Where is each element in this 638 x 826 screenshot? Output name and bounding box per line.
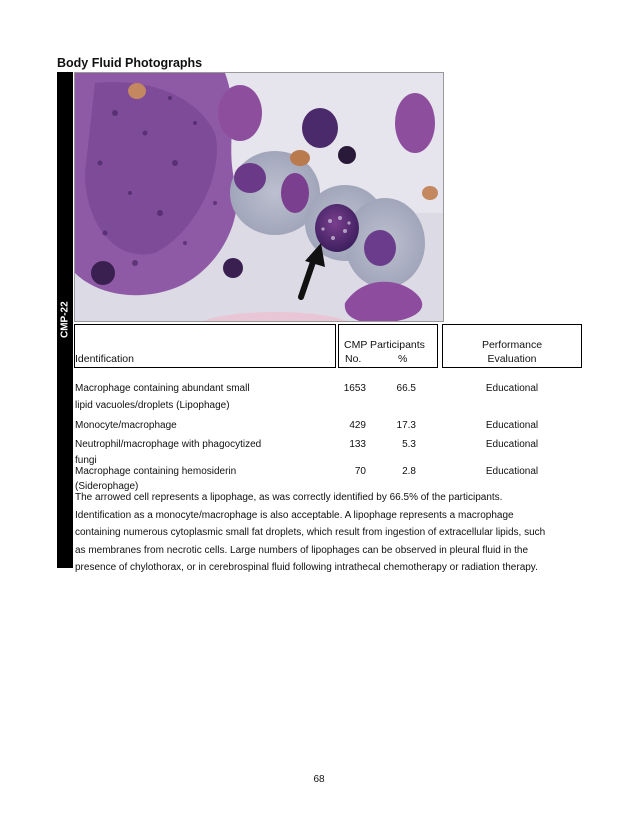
comment-line: presence of chylothorax, or in cerebrospinal fluid following intrathecal chemotherapy or radiation therapy. bbox=[75, 562, 538, 573]
evaluation-cell: Educational bbox=[485, 466, 539, 477]
percent-cell: 5.3 bbox=[402, 439, 416, 450]
evaluation-cell: Educational bbox=[485, 383, 539, 394]
percent-cell: 2.8 bbox=[402, 466, 416, 477]
comment-line: The arrowed cell represents a lipophage, as was correctly identified by 66.5% of the participants. bbox=[75, 492, 503, 503]
page-number: 68 bbox=[313, 774, 325, 785]
percent-cell: 17.3 bbox=[396, 420, 416, 431]
comment-line: containing numerous cytoplasmic small fat droplets, which result from ingestion of extracellular lipids, such bbox=[75, 527, 546, 538]
participants-header: CMP Participants bbox=[344, 339, 425, 351]
percent-cell: 66.5 bbox=[396, 383, 416, 394]
comment-line: Identification as a monocyte/macrophage is also acceptable. A lipophage represents a macrophage bbox=[75, 509, 514, 521]
section-title: Body Fluid Photographs bbox=[57, 56, 203, 70]
micrograph-photo bbox=[74, 72, 444, 322]
case-comment bbox=[75, 489, 555, 577]
case-label: CMP-22 bbox=[59, 301, 71, 339]
identification-cell: Monocyte/macrophage bbox=[75, 420, 177, 431]
identification-cell: Macrophage containing abundant small bbox=[75, 383, 250, 394]
no-header: No. bbox=[345, 353, 362, 365]
identification-cell-cont: lipid vacuoles/droplets (Lipophage) bbox=[75, 400, 230, 411]
evaluation-cell: Educational bbox=[485, 420, 539, 431]
pct-header: % bbox=[398, 353, 408, 365]
count-cell: 1653 bbox=[343, 383, 366, 394]
evaluation-cell: Educational bbox=[485, 439, 539, 450]
identification-cell: Macrophage containing hemosiderin bbox=[75, 466, 237, 477]
count-cell: 429 bbox=[349, 420, 366, 431]
identification-cell-cont: fungi bbox=[75, 455, 97, 466]
identification-header: Identification bbox=[75, 353, 134, 365]
evaluation-header: Evaluation bbox=[487, 353, 537, 365]
performance-header: Performance bbox=[481, 339, 543, 351]
identification-cell-cont: (Siderophage) bbox=[75, 481, 139, 492]
count-cell: 70 bbox=[354, 466, 366, 477]
comment-line: as membranes from necrotic cells. Large numbers of lipophages can be observed in pleural fluid in the bbox=[75, 544, 529, 556]
identification-cell: Neutrophil/macrophage with phagocytized bbox=[75, 439, 262, 450]
count-cell: 133 bbox=[349, 439, 366, 450]
